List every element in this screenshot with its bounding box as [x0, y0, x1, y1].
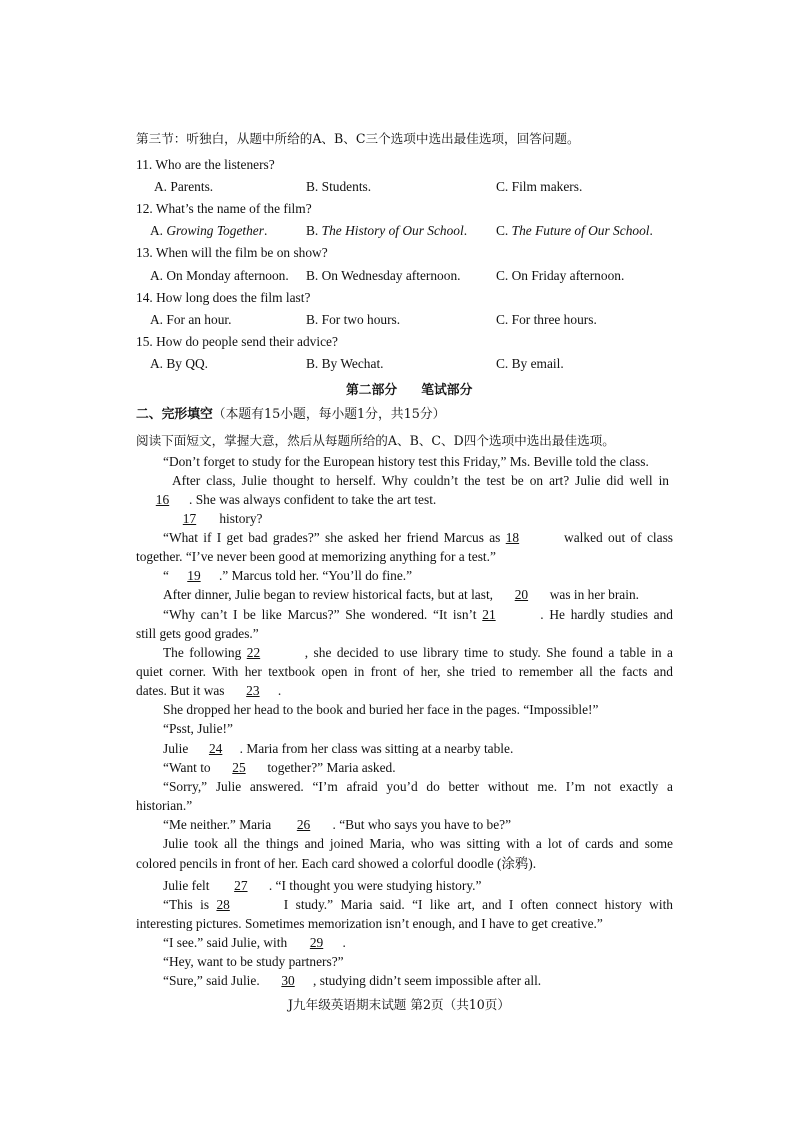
passage-line: quiet corner. With her textbook open in front of her, she tried to remember all the facts and — [136, 664, 673, 679]
q12-option-c: C. The Future of Our School. — [496, 223, 653, 238]
passage-line: dates. But it was 23 . — [136, 683, 282, 698]
q11-option-c: C. Film makers. — [496, 179, 583, 194]
blank-19[interactable]: 19 — [187, 568, 201, 583]
q15-option-b: B. By Wechat. — [306, 356, 384, 371]
passage-line: “Why can’t I be like Marcus?” She wondered. “It isn’t 21 . He hardly studies and — [163, 607, 673, 622]
passage-line: “Sure,” said Julie. 30 , studying didn’t seem impossible after all. — [163, 973, 542, 988]
passage-line: She dropped her head to the book and buried her face in the pages. “Impossible!” — [163, 702, 599, 717]
passage-line: “Sorry,” Julie answered. “I’m afraid you’d do better without me. I’m not exactly a — [163, 779, 673, 794]
passage-line: “I see.” said Julie, with 29 . — [163, 935, 346, 950]
cloze-instruction: 阅读下面短文，掌握大意，然后从每题所给的A、B、C、D四个选项中选出最佳选项。 — [136, 433, 615, 448]
passage-line: Julie felt 27 . “I thought you were studying history.” — [163, 878, 482, 893]
passage-line: colored pencils in front of her. Each card showed a colorful doodle (涂鸦). — [136, 856, 537, 871]
question-15: 15. How do people send their advice? — [136, 334, 338, 349]
blank-25[interactable]: 25 — [232, 760, 246, 775]
cloze-section-heading: 二、完形填空（本题有15小题，每小题1分，共15分） — [136, 407, 446, 422]
blank-21[interactable]: 21 — [482, 607, 496, 622]
passage-line: “Don’t forget to study for the European history test this Friday,” Ms. Beville told the class. — [163, 454, 649, 469]
passage-line: “Me neither.” Maria 26 . “But who says you have to be?” — [163, 817, 512, 832]
passage-line: “What if I get bad grades?” she asked her friend Marcus as 18 walked out of class — [163, 530, 673, 545]
part2-title: 第二部分 笔试部分 — [346, 383, 473, 398]
blank-27[interactable]: 27 — [234, 878, 248, 893]
blank-24[interactable]: 24 — [208, 741, 223, 756]
passage-line: together. “I’ve never been good at memorizing anything for a test.” — [136, 549, 496, 564]
q15-option-a: A. By QQ. — [150, 356, 209, 371]
passage-line: 17 history? — [163, 509, 263, 528]
passage-line: “This is 28 I study.” Maria said. “I like art, and I often connect history with — [163, 897, 673, 912]
passage-line: The following 22 , she decided to use library time to study. She found a table in a — [163, 645, 673, 660]
q13-option-a: A. On Monday afternoon. — [150, 268, 289, 283]
q13-option-c: C. On Friday afternoon. — [496, 268, 625, 283]
blank-20[interactable]: 20 — [514, 587, 529, 602]
q12-option-b: B. The History of Our School. — [306, 223, 468, 238]
question-11: 11. Who are the listeners? — [136, 157, 275, 172]
passage-line: 16 . She was always confident to take the art test. — [136, 490, 436, 509]
q14-option-a: A. For an hour. — [150, 312, 232, 327]
q12-option-a: A. Growing Together. — [150, 223, 268, 238]
q14-option-c: C. For three hours. — [496, 312, 597, 327]
passage-line: interesting pictures. Sometimes memorization isn’t enough, and I have to get creative.” — [136, 916, 603, 931]
q11-option-b: B. Students. — [306, 179, 372, 194]
question-13: 13. When will the film be on show? — [136, 245, 328, 260]
blank-18[interactable]: 18 — [505, 530, 520, 545]
passage-line: Julie 24 . Maria from her class was sitting at a nearby table. — [163, 741, 514, 756]
blank-22[interactable]: 22 — [246, 645, 261, 660]
section3-instruction: 第三节：听独白，从题中所给的A、B、C三个选项中选出最佳选项，回答问题。 — [136, 131, 580, 146]
passage-line: After class, Julie thought to herself. Why couldn’t the test be on art? Julie did well in — [172, 473, 669, 488]
passage-line: “ 19 .” Marcus told her. “You’ll do fine.” — [163, 568, 413, 583]
q13-option-b: B. On Wednesday afternoon. — [306, 268, 461, 283]
passage-line: Julie took all the things and joined Maria, who was sitting with a lot of cards and some — [163, 836, 673, 851]
q11-option-a: A. Parents. — [154, 179, 214, 194]
passage-line: still gets good grades.” — [136, 626, 259, 641]
blank-23[interactable]: 23 — [246, 683, 260, 698]
passage-line: “Want to 25 together?” Maria asked. — [163, 760, 396, 775]
blank-30[interactable]: 30 — [281, 973, 295, 988]
passage-line: After dinner, Julie began to review historical facts, but at last, 20 was in her brain. — [163, 587, 639, 602]
q15-option-c: C. By email. — [496, 356, 564, 371]
blank-26[interactable]: 26 — [296, 817, 311, 832]
blank-28[interactable]: 28 — [216, 897, 230, 912]
q14-option-b: B. For two hours. — [306, 312, 401, 327]
blank-17[interactable]: 17 — [182, 511, 197, 526]
question-12: 12. What’s the name of the film? — [136, 201, 312, 216]
passage-line: “Psst, Julie!” — [163, 721, 233, 736]
blank-16[interactable]: 16 — [155, 492, 170, 507]
passage-line: historian.” — [136, 798, 193, 813]
question-14: 14. How long does the film last? — [136, 290, 311, 305]
page-footer: J九年级英语期末试题 第2页（共10页） — [288, 997, 510, 1012]
blank-29[interactable]: 29 — [309, 935, 324, 950]
passage-line: “Hey, want to be study partners?” — [163, 954, 344, 969]
